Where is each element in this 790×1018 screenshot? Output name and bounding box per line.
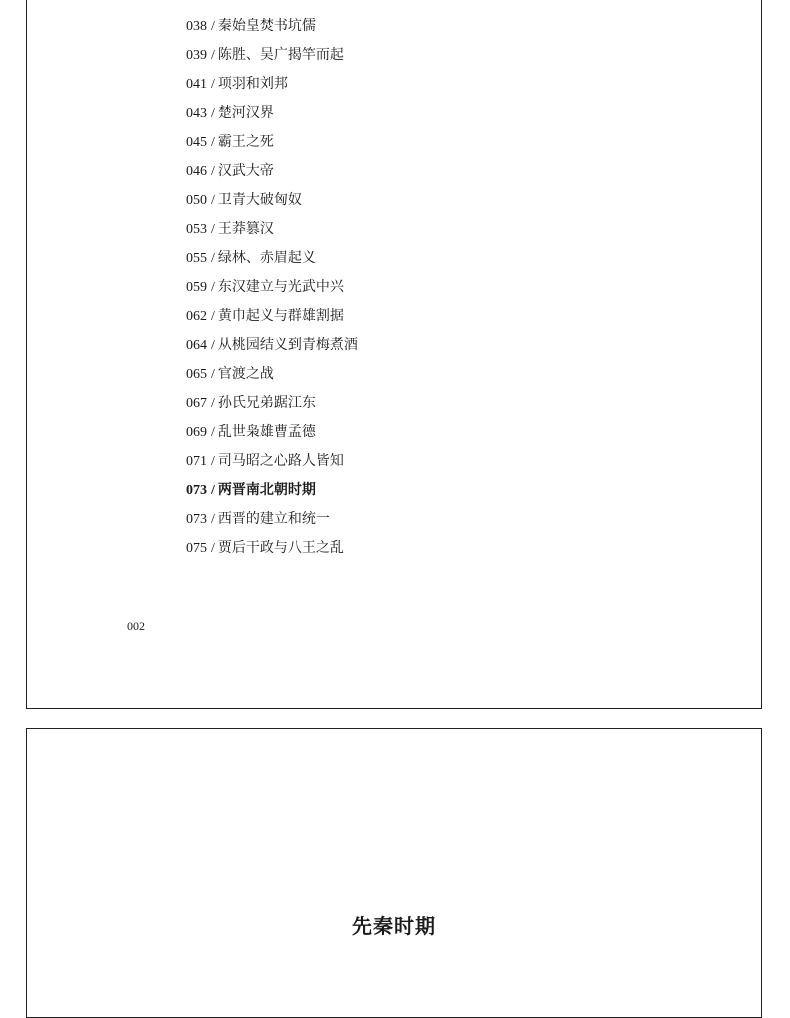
toc-separator: /: [211, 396, 215, 411]
toc-page-number: 045: [186, 135, 207, 150]
toc-entry: [186, 505, 358, 534]
toc-title: 东汉建立与光武中兴: [217, 279, 344, 295]
toc-separator: /: [211, 77, 215, 92]
toc-title: 从桃园结义到青梅煮酒: [217, 337, 358, 353]
toc-entry: [186, 360, 358, 389]
toc-entry: [186, 447, 358, 476]
toc-entry: [186, 12, 358, 41]
toc-title: 西晋的建立和统一: [217, 511, 330, 527]
toc-separator: /: [211, 135, 215, 150]
toc-entry: [186, 215, 358, 244]
toc-entry: [186, 389, 358, 418]
toc-page-number: 043: [186, 106, 207, 121]
toc-separator: /: [211, 164, 215, 179]
toc-separator: /: [211, 48, 215, 63]
toc-page-number: 073: [186, 483, 207, 498]
toc-separator: /: [211, 309, 215, 324]
toc-page-number: 041: [186, 77, 207, 92]
chapter-page: [26, 728, 762, 1018]
toc-title: 司马昭之心路人皆知: [217, 453, 344, 469]
toc-separator: /: [211, 222, 215, 237]
page-number: 002: [127, 619, 145, 633]
toc-page-number: 067: [186, 396, 207, 411]
toc-title: 汉武大帝: [217, 163, 274, 179]
toc-entry: [186, 273, 358, 302]
toc-separator: /: [211, 106, 215, 121]
toc-separator: /: [211, 280, 215, 295]
toc-page-number: 055: [186, 251, 207, 266]
toc-title: 项羽和刘邦: [217, 76, 288, 92]
toc-page-number: 039: [186, 48, 207, 63]
toc-page-number: 038: [186, 19, 207, 34]
toc-separator: /: [211, 338, 215, 353]
toc-page-number: 046: [186, 164, 207, 179]
toc-title: 陈胜、吴广揭竿而起: [217, 47, 344, 63]
toc-separator: /: [211, 541, 215, 556]
toc-entry: [186, 128, 358, 157]
toc-separator: /: [211, 251, 215, 266]
toc-section-heading: [186, 476, 358, 505]
toc-page-number: 069: [186, 425, 207, 440]
toc-entry: [186, 41, 358, 70]
toc-entry: [186, 244, 358, 273]
toc-title: 王莽篡汉: [217, 221, 274, 237]
toc-separator: /: [211, 425, 215, 440]
toc-page-number: 065: [186, 367, 207, 382]
toc-entry: [186, 99, 358, 128]
toc-title: 孙氏兄弟踞江东: [217, 395, 316, 411]
toc-title: 楚河汉界: [217, 105, 274, 121]
toc-separator: /: [211, 19, 215, 34]
toc-separator: /: [211, 367, 215, 382]
toc-title: 贾后干政与八王之乱: [217, 540, 344, 556]
toc-title: 黄巾起义与群雄割据: [217, 308, 344, 324]
toc-separator: /: [211, 512, 215, 527]
toc-entry: [186, 331, 358, 360]
toc-separator: /: [211, 483, 215, 498]
toc-page-number: 062: [186, 309, 207, 324]
toc-page-number: 053: [186, 222, 207, 237]
toc-page: [26, 0, 762, 709]
toc-title: 两晋南北朝时期: [217, 482, 316, 498]
toc-entry: [186, 418, 358, 447]
toc-entry: [186, 186, 358, 215]
toc-entry: [186, 534, 358, 563]
toc-page-number: 059: [186, 280, 207, 295]
toc-page-number: 073: [186, 512, 207, 527]
toc-title: 秦始皇焚书坑儒: [217, 18, 316, 34]
toc-page-number: 050: [186, 193, 207, 208]
chapter-title: 先秦时期: [352, 914, 436, 938]
toc-separator: /: [211, 454, 215, 469]
toc-title: 卫青大破匈奴: [217, 192, 302, 208]
toc-entry: [186, 302, 358, 331]
toc-page-number: 064: [186, 338, 207, 353]
toc-title: 官渡之战: [217, 366, 274, 382]
toc-page-number: 071: [186, 454, 207, 469]
toc-title: 乱世枭雄曹孟德: [217, 424, 316, 440]
table-of-contents: [186, 12, 358, 563]
toc-title: 霸王之死: [217, 134, 274, 150]
toc-entry: [186, 157, 358, 186]
toc-page-number: 075: [186, 541, 207, 556]
toc-separator: /: [211, 193, 215, 208]
toc-entry: [186, 70, 358, 99]
toc-title: 绿林、赤眉起义: [217, 250, 316, 266]
